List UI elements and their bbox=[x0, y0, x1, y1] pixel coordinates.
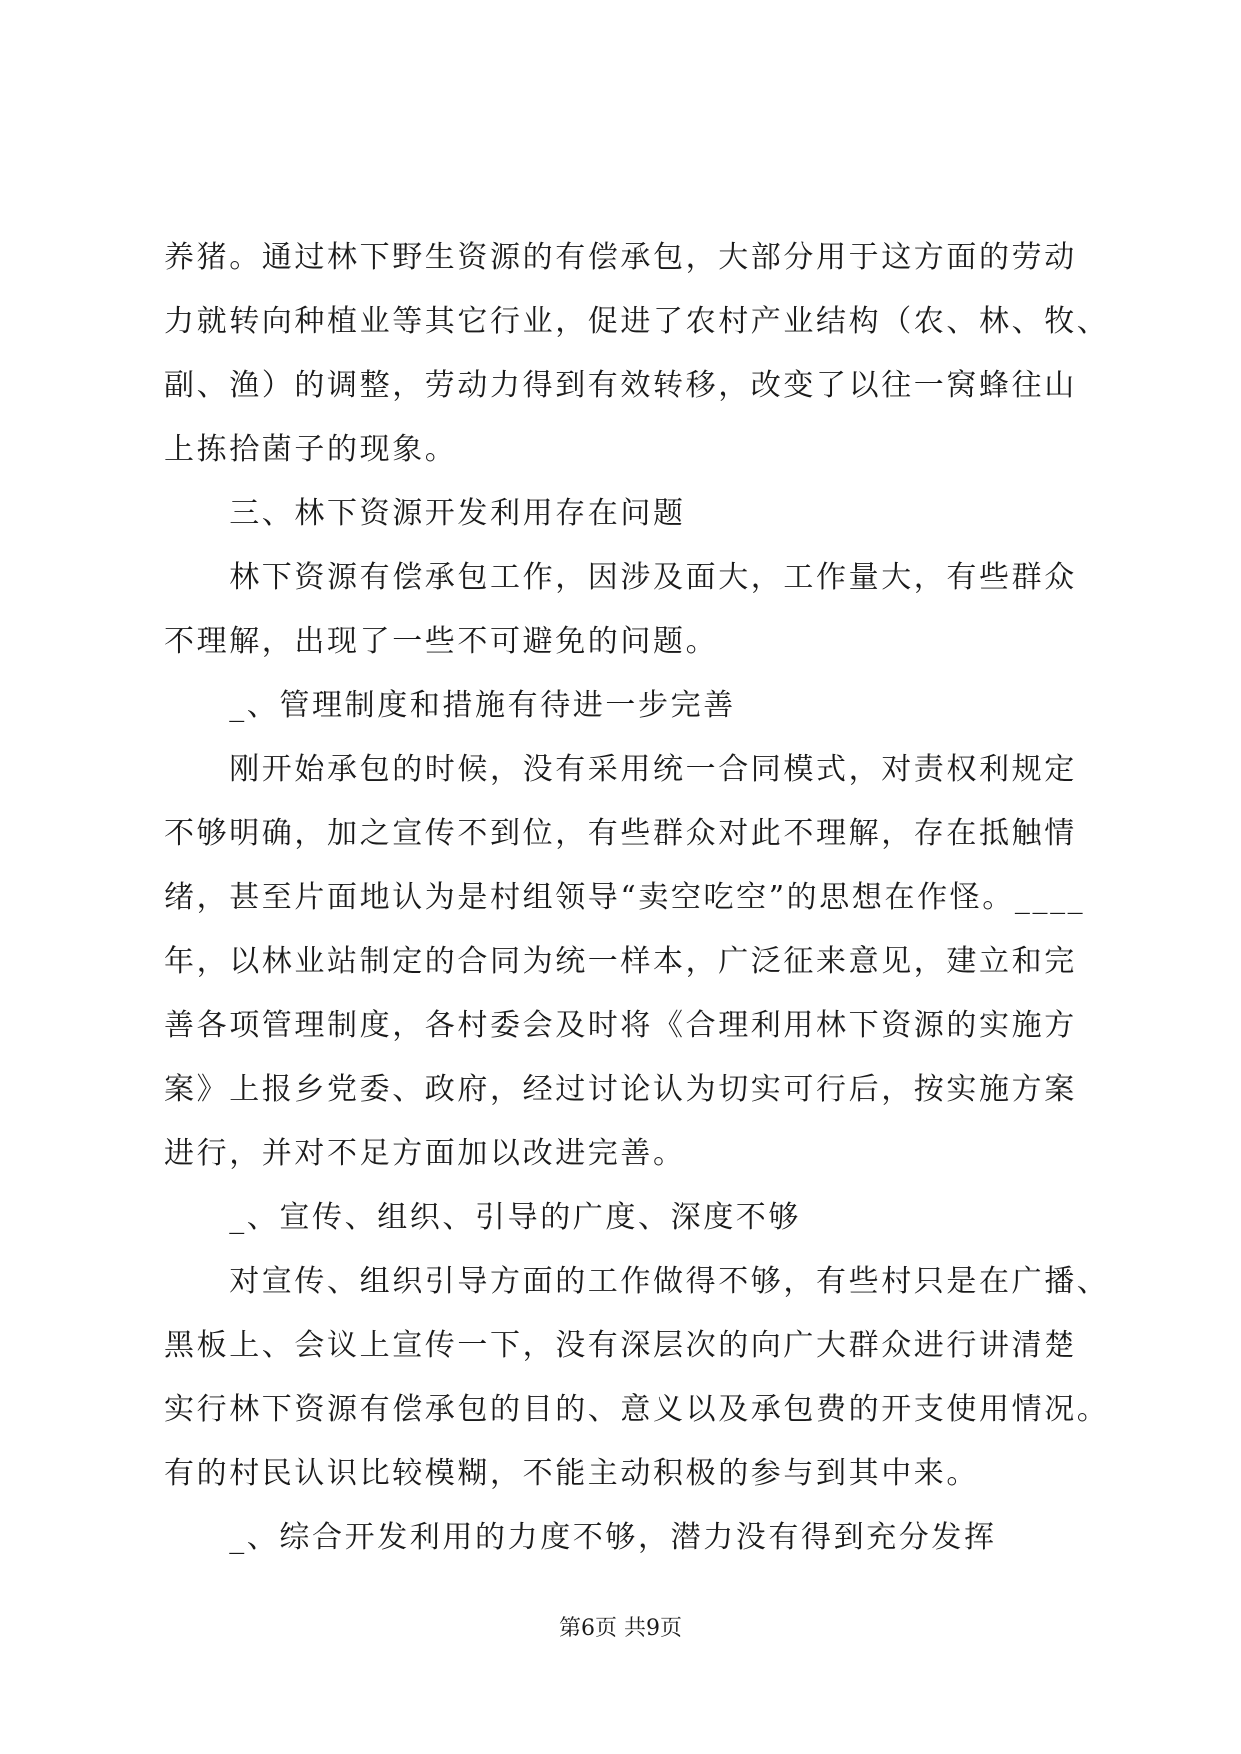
subsection-heading: _、宣传、组织、引导的广度、深度不够 bbox=[164, 1200, 801, 1235]
text-line: 刚开始承包的时候，没有采用统一合同模式，对责权利规定 bbox=[164, 752, 1077, 787]
text-line: 力就转向种植业等其它行业，促进了农村产业结构（农、林、牧、 bbox=[164, 304, 1110, 339]
page-number-footer: 第6页 共9页 bbox=[559, 1616, 682, 1641]
text-line: 养猪。通过林下野生资源的有偿承包，大部分用于这方面的劳动 bbox=[164, 240, 1077, 275]
text-line: 副、渔）的调整，劳动力得到有效转移，改变了以往一窝蜂往山 bbox=[164, 368, 1077, 403]
text-line: 进行，并对不足方面加以改进完善。 bbox=[164, 1136, 686, 1171]
text-line: 不理解，出现了一些不可避免的问题。 bbox=[164, 624, 719, 659]
subsection-heading: _、管理制度和措施有待进一步完善 bbox=[164, 688, 736, 723]
text-line: 善各项管理制度，各村委会及时将《合理利用林下资源的实施方 bbox=[164, 1008, 1077, 1043]
text-line: 黑板上、会议上宣传一下，没有深层次的向广大群众进行讲清楚 bbox=[164, 1328, 1077, 1363]
subsection-heading: _、综合开发利用的力度不够，潜力没有得到充分发挥 bbox=[164, 1520, 997, 1555]
text-line: 上拣拾菌子的现象。 bbox=[164, 432, 458, 467]
text-line: 年，以林业站制定的合同为统一样本，广泛征来意见，建立和完 bbox=[164, 944, 1077, 979]
text-line: 林下资源有偿承包工作，因涉及面大，工作量大，有些群众 bbox=[164, 560, 1077, 595]
section-heading: 三、林下资源开发利用存在问题 bbox=[164, 496, 686, 531]
text-line: 不够明确，加之宣传不到位，有些群众对此不理解，存在抵触情 bbox=[164, 816, 1077, 851]
text-line: 有的村民认识比较模糊，不能主动积极的参与到其中来。 bbox=[164, 1456, 979, 1491]
text-line: 绪，甚至片面地认为是村组领导“卖空吃空”的思想在作怪。____ bbox=[164, 880, 1086, 915]
text-line: 实行林下资源有偿承包的目的、意义以及承包费的开支使用情况。 bbox=[164, 1392, 1110, 1427]
text-line: 对宣传、组织引导方面的工作做得不够，有些村只是在广播、 bbox=[164, 1264, 1110, 1299]
text-line: 案》上报乡党委、政府，经过讨论认为切实可行后，按实施方案 bbox=[164, 1072, 1077, 1107]
